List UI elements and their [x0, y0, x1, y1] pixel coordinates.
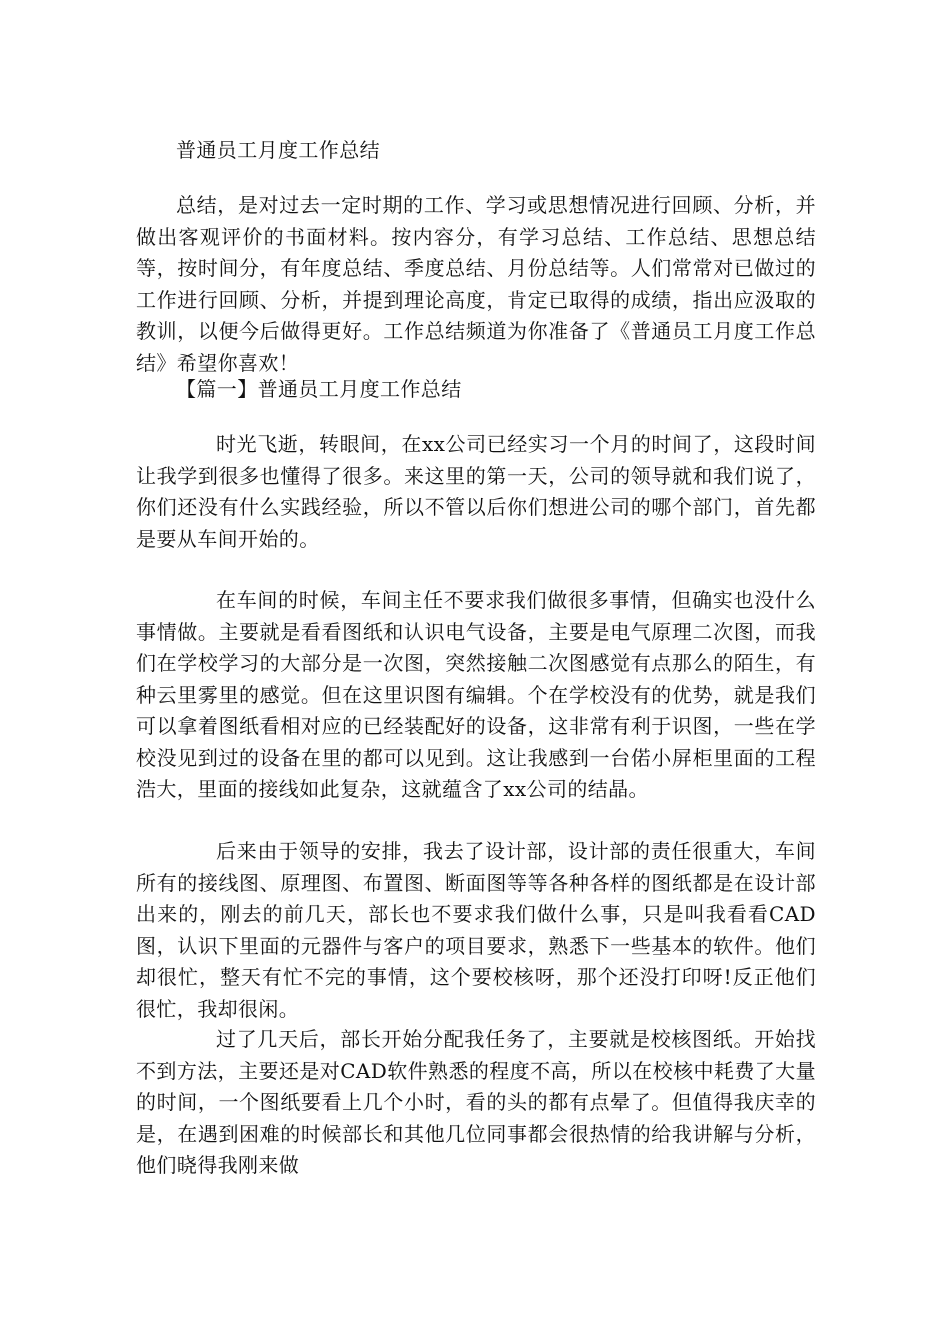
body-paragraph-1: 时光飞逝，转眼间，在xx公司已经实习一个月的时间了，这段时间让我学到很多也懂得了很多。来这里的第一天，公司的领导就和我们说了，你们还没有什么实践经验，所以不管以后你们想进公司的哪个部门，首先都是要从车间开始的。	[136, 432, 816, 551]
body-paragraph-3: 后来由于领导的安排，我去了设计部，设计部的责任很重大，车间所有的接线图、原理图、布置图、断面图等等各种各样的图纸都是在设计部出来的，刚去的前几天，部长也不要求我们做什么事，只是叫我看看CAD图，认识下里面的元器件与客户的项目要求，熟悉下一些基本的软件。他们却很忙，整天有忙不完的事情，这个要校核呀，那个还没打印呀!反正他们很忙，我却很闲。	[136, 839, 816, 1021]
body-paragraph-2: 在车间的时候，车间主任不要求我们做很多事情，但确实也没什么事情做。主要就是看看图纸和认识电气设备，主要是电气原理二次图，而我们在学校学习的大部分是一次图，突然接触二次图感觉有点那么的陌生，有种云里雾里的感觉。但在这里识图有编辑。个在学校没有的优势，就是我们可以拿着图纸看相对应的已经装配好的设备，这非常有利于识图，一些在学校没见到过的设备在里的都可以见到。这让我感到一台偌小屏柜里面的工程浩大，里面的接线如此复杂，这就蕴含了xx公司的结晶。	[136, 588, 816, 801]
body-paragraph-4: 过了几天后，部长开始分配我任务了，主要就是校核图纸。开始找不到方法，主要还是对CAD软件熟悉的程度不高，所以在校核中耗费了大量的时间，一个图纸要看上几个小时，看的头的都有点晕了。但值得我庆幸的是，在遇到困难的时候部长和其他几位同事都会很热情的给我讲解与分析，他们晓得我刚来做	[136, 1027, 816, 1177]
intro-paragraph: 总结，是对过去一定时期的工作、学习或思想情况进行回顾、分析，并做出客观评价的书面材料。按内容分，有学习总结、工作总结、思想总结等，按时间分，有年度总结、季度总结、月份总结等。人们常常对已做过的工作进行回顾、分析，并提到理论高度，肯定已取得的成绩，指出应汲取的教训，以便今后做得更好。工作总结频道为你准备了《普通员工月度工作总结》希望你喜欢！	[136, 193, 816, 375]
document-title: 普通员工月度工作总结	[176, 138, 380, 162]
section-heading: 【篇一】普通员工月度工作总结	[176, 377, 462, 401]
